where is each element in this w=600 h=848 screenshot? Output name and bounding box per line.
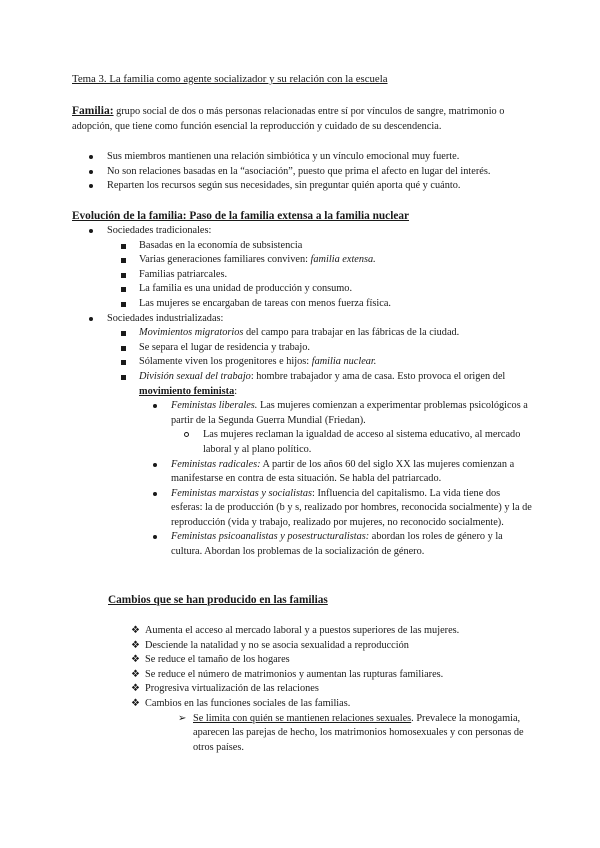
bullet-icon xyxy=(153,492,157,496)
familia-definition-text: grupo social de dos o más personas relacionadas entre sí por vínculos de sangre, matrimonio o adopción, que tiene como función esencial la reproducción y cuidado de su descendencia. xyxy=(72,106,505,132)
evolucion-heading: Evolución de la familia: Paso de la familia extensa a la familia nuclear xyxy=(72,210,410,222)
diamond-bullet-icon: ❖ xyxy=(131,683,140,695)
evolucion-list xyxy=(72,224,532,560)
bullet-icon xyxy=(89,317,93,321)
list-item: ❖ Se reduce el número de matrimonios y aumentan las rupturas familiares. xyxy=(72,668,532,683)
list-item: Varias generaciones familiares conviven: familia extensa. xyxy=(72,253,532,268)
list-item: Feministas psicoanalistas y posestructuralistas: abordan los roles de género y la cultura. Abordan los problemas de la socialización de género. xyxy=(72,530,532,559)
circle-bullet-icon xyxy=(184,432,189,437)
arrow-bullet-icon: ➢ xyxy=(178,712,187,724)
diamond-bullet-icon: ❖ xyxy=(131,668,140,680)
list-item: ❖ Cambios en las funciones sociales de las familias. xyxy=(72,697,532,712)
square-bullet-icon xyxy=(121,360,126,365)
square-bullet-icon xyxy=(121,331,126,336)
list-item: Sociedades tradicionales: xyxy=(72,224,532,239)
list-item: Sólamente viven los progenitores e hijos: familia nuclear. xyxy=(72,355,532,370)
familia-bullets xyxy=(72,150,532,194)
square-bullet-icon xyxy=(121,258,126,263)
diamond-bullet-icon: ❖ xyxy=(131,654,140,666)
list-item: Familias patriarcales. xyxy=(72,268,532,283)
bullet-icon xyxy=(89,170,93,174)
list-item: ❖ Aumenta el acceso al mercado laboral y a puestos superiores de las mujeres. xyxy=(72,624,532,639)
bullet-icon xyxy=(89,184,93,188)
square-bullet-icon xyxy=(121,244,126,249)
title-text: Tema 3. La familia como agente socializador y su relación con la escuela xyxy=(72,73,388,85)
list-item: Basadas en la economía de subsistencia xyxy=(72,239,532,254)
list-item: Feministas liberales. Las mujeres comienzan a experimentar problemas psicológicos a partir de la Segunda Guerra Mundial (Friedan). xyxy=(72,399,532,428)
list-item: Feministas marxistas y socialistas: Influencia del capitalismo. La vida tiene dos esferas: la de producción (b y s, realizado por hombres, reconocida socialmente) y la de reproducción (vida y trabajo, realizado por mujeres, no reconocido socialmente). xyxy=(72,487,532,531)
list-item: ❖ Desciende la natalidad y no se asocia sexualidad a reproducción xyxy=(72,639,532,654)
bullet-icon xyxy=(153,404,157,408)
list-item: No son relaciones basadas en la “asociación”, puesto que prima el afecto en lugar del interés. xyxy=(72,165,532,180)
list-item: Sociedades industrializadas: xyxy=(72,312,532,327)
square-bullet-icon xyxy=(121,273,126,278)
list-item: Movimientos migratorios del campo para trabajar en las fábricas de la ciudad. xyxy=(72,326,532,341)
list-item: Las mujeres se encargaban de tareas con menos fuerza física. xyxy=(72,297,532,312)
list-item: Reparten los recursos según sus necesidades, sin preguntar quién aporta qué y cuánto. xyxy=(72,179,532,194)
list-item: Las mujeres reclaman la igualdad de acceso al sistema educativo, al mercado laboral y al plano político. xyxy=(72,428,532,457)
cambios-list xyxy=(72,624,532,755)
bullet-icon xyxy=(89,155,93,159)
square-bullet-icon xyxy=(121,302,126,307)
familia-definition xyxy=(72,104,532,134)
list-item: División sexual del trabajo: hombre trabajador y ama de casa. Esto provoca el origen del movimiento feminista: xyxy=(72,370,532,399)
square-bullet-icon xyxy=(121,287,126,292)
list-item: ❖ Se reduce el tamaño de los hogares xyxy=(72,653,532,668)
list-item: Sus miembros mantienen una relación simbiótica y un vínculo emocional muy fuerte. xyxy=(72,150,532,165)
diamond-bullet-icon: ❖ xyxy=(131,639,140,651)
bullet-icon xyxy=(153,535,157,539)
square-bullet-icon xyxy=(121,346,126,351)
bullet-icon xyxy=(153,463,157,467)
cambios-heading: Cambios que se han producido en las familias xyxy=(108,594,328,606)
list-item: ➢ Se limita con quién se mantienen relaciones sexuales. Prevalece la monogamia, aparecen las parejas de hecho, los matrimonios homosexuales y con personas de otros países. xyxy=(178,712,524,753)
bullet-icon xyxy=(89,229,93,233)
diamond-bullet-icon: ❖ xyxy=(131,697,140,709)
diamond-bullet-icon: ❖ xyxy=(131,625,140,636)
square-bullet-icon xyxy=(121,375,126,380)
list-item: Se separa el lugar de residencia y trabajo. xyxy=(72,341,532,356)
list-item: ❖ Progresiva virtualización de las relaciones xyxy=(72,682,532,697)
list-item: La familia es una unidad de producción y consumo. xyxy=(72,282,532,297)
familia-term: Familia: xyxy=(72,105,114,117)
document-title xyxy=(72,72,532,87)
list-item: Feministas radicales: A partir de los años 60 del siglo XX las mujeres comienzan a manifestarse en contra de esta situación. Se habla del patriarcado. xyxy=(72,458,532,487)
